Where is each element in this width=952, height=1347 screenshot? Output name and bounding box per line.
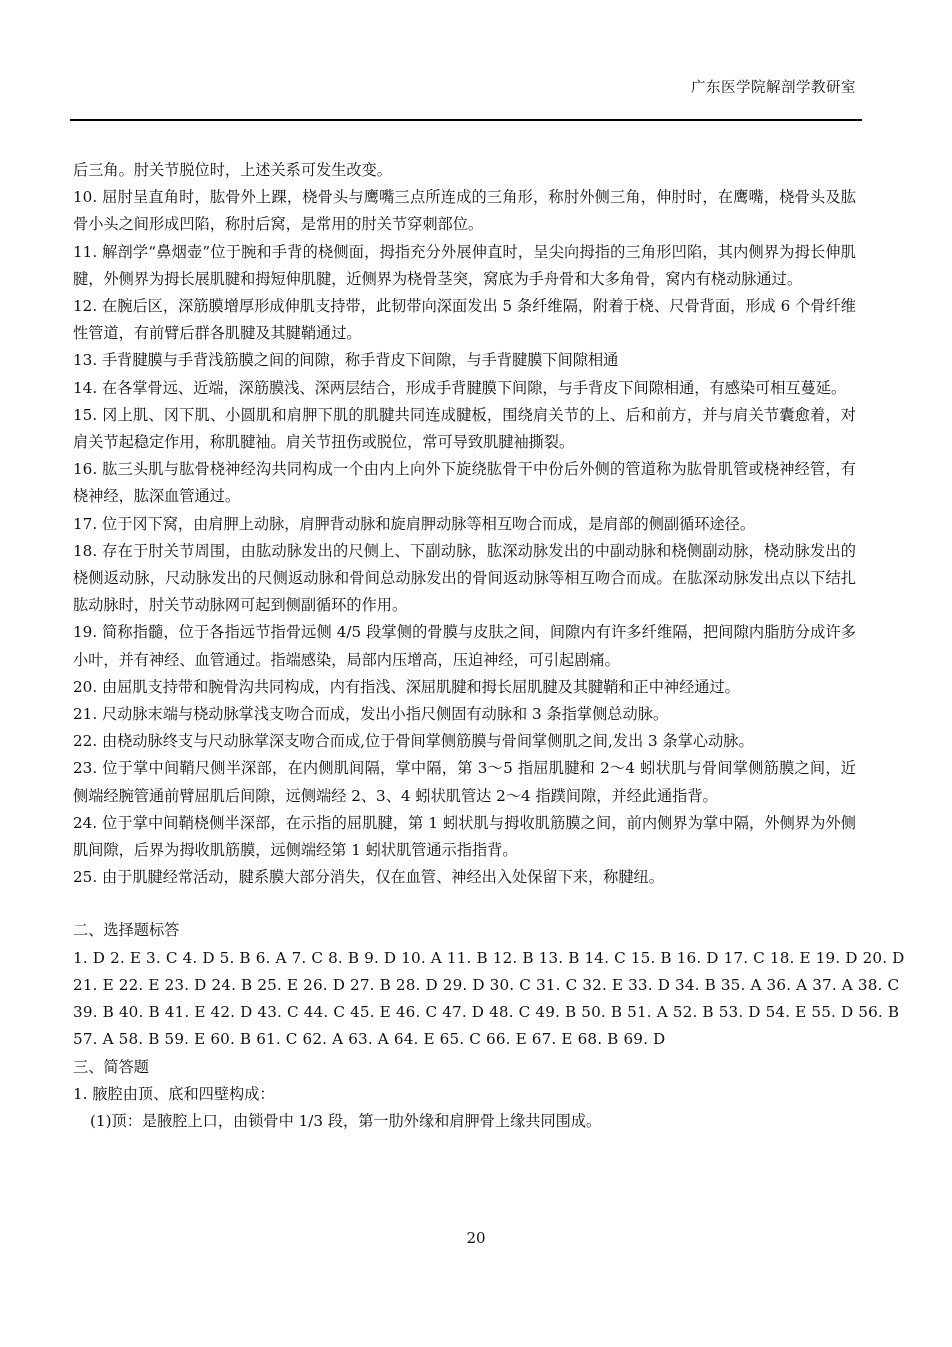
answer-paragraph-17: 17. 位于冈下窝，由肩胛上动脉，肩胛背动脉和旋肩胛动脉等相互吻合而成，是肩部的侧副循环途径。 [73,514,756,533]
short-answer-question-1: 1. 腋腔由顶、底和四壁构成： [73,1084,275,1103]
choice-answer-line: 21. E 22. E 23. D 24. B 25. E 26. D 27. B 28. D 29. D 30. C 31. C 32. E 33. D 34. B 35. A 36. A 37. A 38. C [73,975,900,994]
choice-section-heading: 二、选择题标答 [73,921,180,940]
short-answer-heading: 三、简答题 [73,1057,149,1076]
running-header: 广东医学院解剖学教研室 [691,80,856,96]
answer-paragraph-20: 20. 由屈肌支持带和腕骨沟共同构成，内有指浅、深屈肌腱和拇长屈肌腱及其腱鞘和正中神经通过。 [73,677,740,696]
answer-paragraph-16: 16. 肱三头肌与肱骨桡神经沟共同构成一个由内上向外下旋绕肱骨干中份后外侧的管道称为肱骨肌管或桡神经管，有桡神经，肱深血管通过。 [73,460,856,506]
answer-paragraph-19: 19. 简称指髓，位于各指远节指骨远侧 4/5 段掌侧的骨膜与皮肤之间，间隙内有许多纤维隔，把间隙内脂肪分成许多小叶，并有神经、血管通过。指端感染，局部内压增高，压迫神经，可引起剧痛。 [73,623,856,669]
paragraph-continuation: 后三角。肘关节脱位时，上述关系可发生改变。 [73,161,392,179]
choice-answer-line: 57. A 58. B 59. E 60. B 61. C 62. A 63. A 64. E 65. C 66. E 67. E 68. B 69. D [73,1030,666,1049]
answer-paragraph-10: 10. 屈肘呈直角时，肱骨外上踝，桡骨头与鹰嘴三点所连成的三角形，称肘外侧三角，伸肘时，在鹰嘴，桡骨头及肱骨小头之间形成凹陷，称肘后窝，是常用的肘关节穿刺部位。 [73,188,856,234]
answer-paragraph-21: 21. 尺动脉末端与桡动脉掌浅支吻合而成，发出小指尺侧固有动脉和 3 条指掌侧总动脉。 [73,705,669,724]
answer-paragraph-25: 25. 由于肌腱经常活动，腱系膜大部分消失，仅在血管、神经出入处保留下来，称腱纽。 [73,868,664,887]
answer-paragraph-24: 24. 位于掌中间鞘桡侧半深部，在示指的屈肌腱，第 1 蚓状肌与拇收肌筋膜之间，前内侧界为掌中隔，外侧界为外侧肌间隙，后界为拇收肌筋膜，远侧端经第 1 蚓状肌管通示指指背。 [73,813,856,860]
answer-paragraph-15: 15. 冈上肌、冈下肌、小圆肌和肩胛下肌的肌腱共同连成腱板，围绕肩关节的上、后和前方，并与肩关节囊愈着，对肩关节起稳定作用，称肌腱袖。肩关节扭伤或脱位，常可导致肌腱袖撕裂。 [73,405,856,452]
page-number: 20 [466,1229,486,1247]
answer-paragraph-11: 11. 解剖学“鼻烟壶”位于腕和手背的桡侧面，拇指充分外展伸直时，呈尖向拇指的三角形凹陷，其内侧界为拇长伸肌腱，外侧界为拇长展肌腱和拇短伸肌腱，近侧界为桡骨茎突，窝底为手舟骨和大多角骨，窝内有桡动脉通过。 [73,242,856,288]
answer-paragraph-23: 23. 位于掌中间鞘尺侧半深部，在内侧肌间隔，掌中隔，第 3～5 指屈肌腱和 2～4 蚓状肌与骨间掌侧筋膜之间，近侧端经腕管通前臂屈肌后间隙，远侧端经 2、3、4 蚓状肌管达 2～4 指蹼间隙，并经此通指背。 [73,759,856,805]
answer-paragraph-18: 18. 存在于肘关节周围，由肱动脉发出的尺侧上、下副动脉，肱深动脉发出的中副动脉和桡侧副动脉，桡动脉发出的桡侧返动脉，尺动脉发出的尺侧返动脉和骨间总动脉发出的骨间返动脉等相互吻合而成。在肱深动脉发出点以下结扎肱动脉时，肘关节动脉网可起到侧副循环的作用。 [73,541,856,615]
header-divider [70,119,862,121]
choice-answer-line: 39. B 40. B 41. E 42. D 43. C 44. C 45. E 46. C 47. D 48. C 49. B 50. B 51. A 52. B 53. D 54. E 55. D 56. B [73,1003,900,1022]
choice-answer-line: 1. D 2. E 3. C 4. D 5. B 6. A 7. C 8. B 9. D 10. A 11. B 12. B 13. B 14. C 15. B 16. D 17. C 18. E 19. D 20. D [73,948,905,967]
short-answer-item-1: (1)顶：是腋腔上口，由锁骨中 1/3 段，第一肋外缘和肩胛骨上缘共同围成。 [90,1111,602,1130]
page-body [73,157,905,1135]
answer-paragraph-12: 12. 在腕后区，深筋膜增厚形成伸肌支持带，此韧带向深面发出 5 条纤维隔，附着于桡、尺骨背面，形成 6 个骨纤维性管道，有前臂后群各肌腱及其腱鞘通过。 [73,297,856,343]
answer-paragraph-14: 14. 在各掌骨远、近端，深筋膜浅、深两层结合，形成手背腱膜下间隙，与手背皮下间隙相通，有感染可相互蔓延。 [73,378,847,397]
answer-paragraph-13: 13. 手背腱膜与手背浅筋膜之间的间隙，称手背皮下间隙，与手背腱膜下间隙相通 [73,351,619,370]
answer-paragraph-22: 22. 由桡动脉终支与尺动脉掌深支吻合而成,位于骨间掌侧筋膜与骨间掌侧肌之间,发出 3 条掌心动脉。 [73,732,754,751]
